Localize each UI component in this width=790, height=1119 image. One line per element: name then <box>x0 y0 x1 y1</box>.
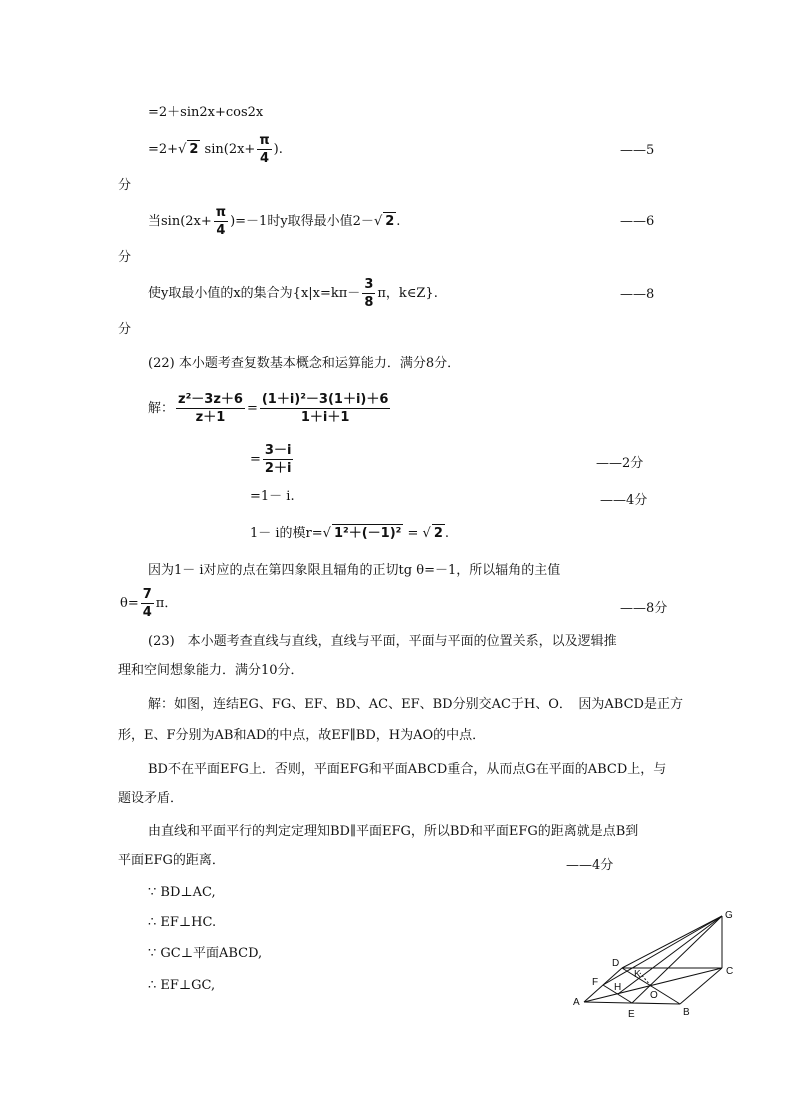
label-G: G <box>725 910 733 921</box>
sol22-modulus: 1－ i的模r=√ 1²＋(－1)² = √ 2 . <box>250 526 449 541</box>
sol23-para3: 由直线和平面平行的判定定理知BD∥平面EFG，所以BD和平面EFG的距离就是点B到 <box>148 824 639 839</box>
score-unit: 分 <box>118 250 132 265</box>
label-E: E <box>628 1009 635 1020</box>
score-unit: 分 <box>118 322 132 337</box>
sol23-para1-cont: 形，E、F分别为AB和AD的中点，故EF∥BD，H为AO的中点． <box>118 728 486 743</box>
sol22-heading: (22) 本小题考查复数基本概念和运算能力．满分8分． <box>148 356 461 371</box>
label-B: B <box>683 1007 690 1018</box>
sol23-step1: ∵ BD⊥AC, <box>148 885 216 900</box>
sol23-score4: ——4分 <box>566 858 614 873</box>
sol21-score6: ——6 <box>620 214 655 229</box>
label-H: H <box>614 982 622 993</box>
sol23-para3-cont: 平面EFG的距离． <box>118 853 225 868</box>
sol21-line3: 当sin(2x+ $\frac{\pi}{4}$ )=－1时y取得最小值2－√ 2 . <box>148 205 401 238</box>
sol22-line1: 解： $\frac{\text{z²－3z＋6}}{z+1}$ = $\frac{\text{(1＋i)²－3(1＋i)＋6}}{1+i+1}$ <box>148 392 389 425</box>
score-unit: 分 <box>118 178 132 193</box>
label-O: O <box>650 990 658 1001</box>
sol21-line2: =2+√ 2 sin(2x+ $\frac{\pi}{4}$ ). <box>148 133 283 166</box>
sol21-line4: 使y取最小值的x的集合为{x|x=kπ－ $\frac{3}{8}$ π，k∈Z}. <box>148 277 438 310</box>
segment-FG <box>603 916 722 985</box>
sol22-score8: ——8分 <box>620 601 668 616</box>
segment-OK <box>640 973 651 986</box>
sol22-score4: ——4分 <box>600 493 648 508</box>
sol23-para2-cont: 题设矛盾． <box>118 791 184 806</box>
geometry-figure <box>570 908 750 1028</box>
sol23-para2: BD不在平面EFG上．否则，平面EFG和平面ABCD重合，从而点G在平面的ABCD上，与 <box>148 762 667 777</box>
sol22-theta: θ= $\frac{7}{4}$ π． <box>120 587 178 620</box>
sol23-heading: (23) 本小题考查直线与直线，直线与平面，平面与平面的位置关系，以及逻辑推 <box>148 634 617 649</box>
label-K: K <box>634 969 641 980</box>
segment-HG <box>618 916 722 994</box>
sol23-heading-cont: 理和空间想象能力．满分10分． <box>118 663 304 678</box>
sol21-score8: ——8 <box>620 287 655 302</box>
sol22-line3: =1－ i. <box>250 489 295 504</box>
sol23-step3: ∵ GC⊥平面ABCD, <box>148 946 263 961</box>
segment-DG <box>622 916 722 968</box>
label-F: F <box>592 977 599 988</box>
sol21-score5: ——5 <box>620 143 655 158</box>
label-D: D <box>612 958 620 969</box>
sol22-line2: = $\frac{3-i}{2+i}$ <box>250 443 292 476</box>
sol23-step2: ∴ EF⊥HC. <box>148 915 217 930</box>
label-C: C <box>726 966 734 977</box>
sol23-para1: 解：如图，连结EG、FG、EF、BD、AC、EF、BD分别交AC于H、O． 因为ABCD是正方 <box>148 697 683 712</box>
sol22-score2: ——2分 <box>596 456 644 471</box>
segment-EG <box>632 916 722 1003</box>
sol21-line1: =2＋sin2x+cos2x <box>148 105 264 120</box>
label-A: A <box>573 997 580 1008</box>
sol23-step4: ∴ EF⊥GC, <box>148 978 216 993</box>
sol22-argument: 因为1－ i对应的点在第四象限且辐角的正切tg θ=－1，所以辐角的主值 <box>148 563 561 578</box>
